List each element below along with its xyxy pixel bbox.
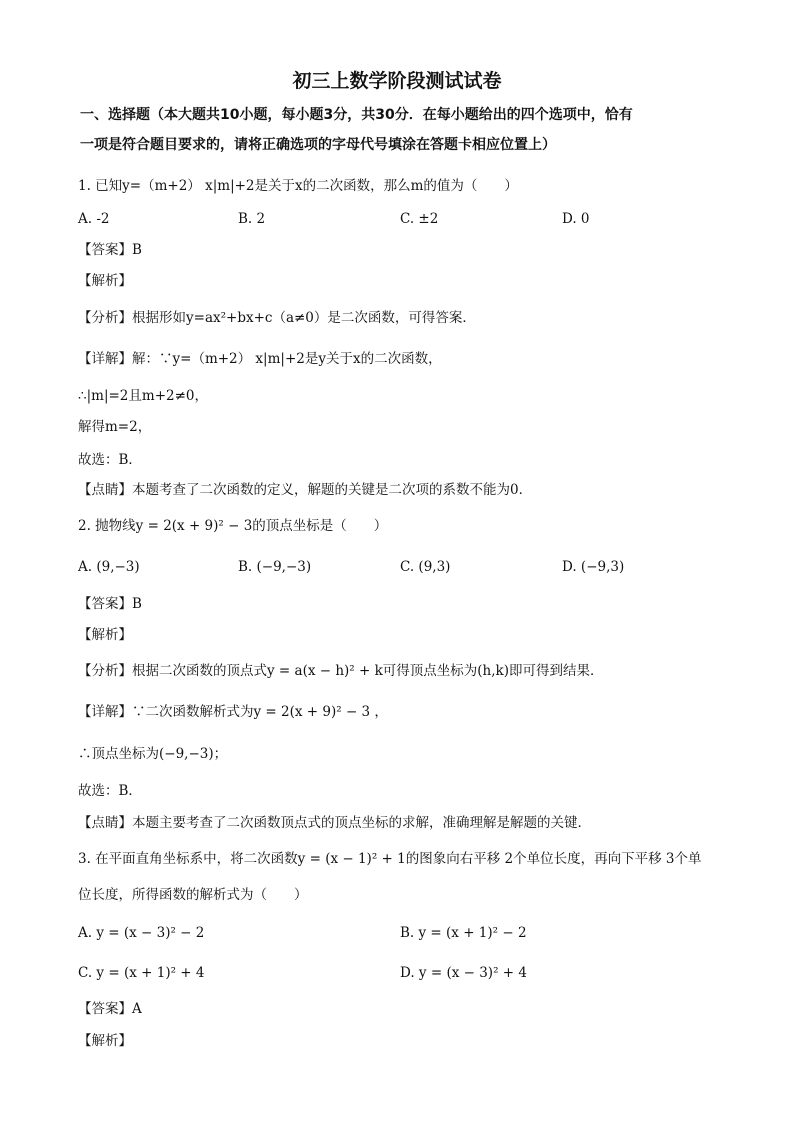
q2-analysis-label: 【解析】 xyxy=(78,627,132,643)
q2-comment: 【点睛】本题主要考查了二次函数顶点式的顶点坐标的求解，准确理解是解题的关键． xyxy=(78,815,591,831)
q2-option-b: B. (−9,−3) xyxy=(238,559,312,575)
q1-comment: 【点睛】本题考查了二次函数的定义，解题的关键是二次项的系数不能为0． xyxy=(78,482,533,498)
q3-option-b: B. y = (x + 1)² − 2 xyxy=(400,925,527,941)
q2-fenxi: 【分析】根据二次函数的顶点式y = a(x − h)² + k可得顶点坐标为(h,k)即可得到结果． xyxy=(78,663,604,679)
section-heading-line-1: 一、选择题（本大题共10小题，每小题3分，共30分．在每小题给出的四个选项中，恰有 xyxy=(80,107,633,123)
q3-analysis-label: 【解析】 xyxy=(78,1033,132,1049)
q2-detail-1: 【详解】∵二次函数解析式为y = 2(x + 9)² − 3 ， xyxy=(78,704,388,720)
q2-option-a: A. (9,−3) xyxy=(78,559,140,575)
q1-stem: 1. 已知y=（m+2） x|m|+2是关于x的二次函数，那么m的值为（ ） xyxy=(78,178,518,194)
q3-stem-line-1: 3. 在平面直角坐标系中，将二次函数y = (x − 1)² + 1的图象向右平移 2个单位长度，再向下平移 3个单 xyxy=(78,851,702,867)
q1-detail-2: ∴|m|=2且m+2≠0， xyxy=(78,388,208,404)
q3-option-c: C. y = (x + 1)² + 4 xyxy=(78,965,205,981)
q1-option-d: D. 0 xyxy=(562,211,590,227)
q2-option-d: D. (−9,3) xyxy=(562,559,625,575)
q3-answer: 【答案】A xyxy=(78,1001,142,1017)
q3-option-a: A. y = (x − 3)² − 2 xyxy=(78,925,205,941)
q1-analysis-label: 【解析】 xyxy=(78,273,132,289)
q1-option-b: B. 2 xyxy=(238,211,266,227)
q1-detail-3: 解得m=2， xyxy=(78,419,152,435)
q2-stem: 2. 抛物线y = 2(x + 9)² − 3的顶点坐标是（ ） xyxy=(78,518,388,534)
q2-detail-2: ∴顶点坐标为(−9,−3)； xyxy=(78,746,228,762)
q1-detail-1: 【详解】解：∵y=（m+2） x|m|+2是y关于x的二次函数， xyxy=(78,351,442,367)
q3-option-d: D. y = (x − 3)² + 4 xyxy=(400,965,527,981)
section-heading-line-2: 一项是符合题目要求的，请将正确选项的字母代号填涂在答题卡相应位置上） xyxy=(80,137,556,153)
q1-option-a: A. -2 xyxy=(78,211,110,227)
q1-answer: 【答案】B xyxy=(78,242,142,258)
q2-option-c: C. (9,3) xyxy=(400,559,451,575)
q2-detail-3: 故选：B． xyxy=(78,783,142,799)
q2-answer: 【答案】B xyxy=(78,596,142,612)
page-title: 初三上数学阶段测试试卷 xyxy=(292,70,502,92)
q1-fenxi: 【分析】根据形如y=ax²+bx+c（a≠0）是二次函数，可得答案． xyxy=(78,310,476,326)
q3-stem-line-2: 位长度，所得函数的解析式为（ ） xyxy=(78,887,308,903)
q1-detail-4: 故选：B． xyxy=(78,452,142,468)
q1-option-c: C. ±2 xyxy=(400,211,439,227)
